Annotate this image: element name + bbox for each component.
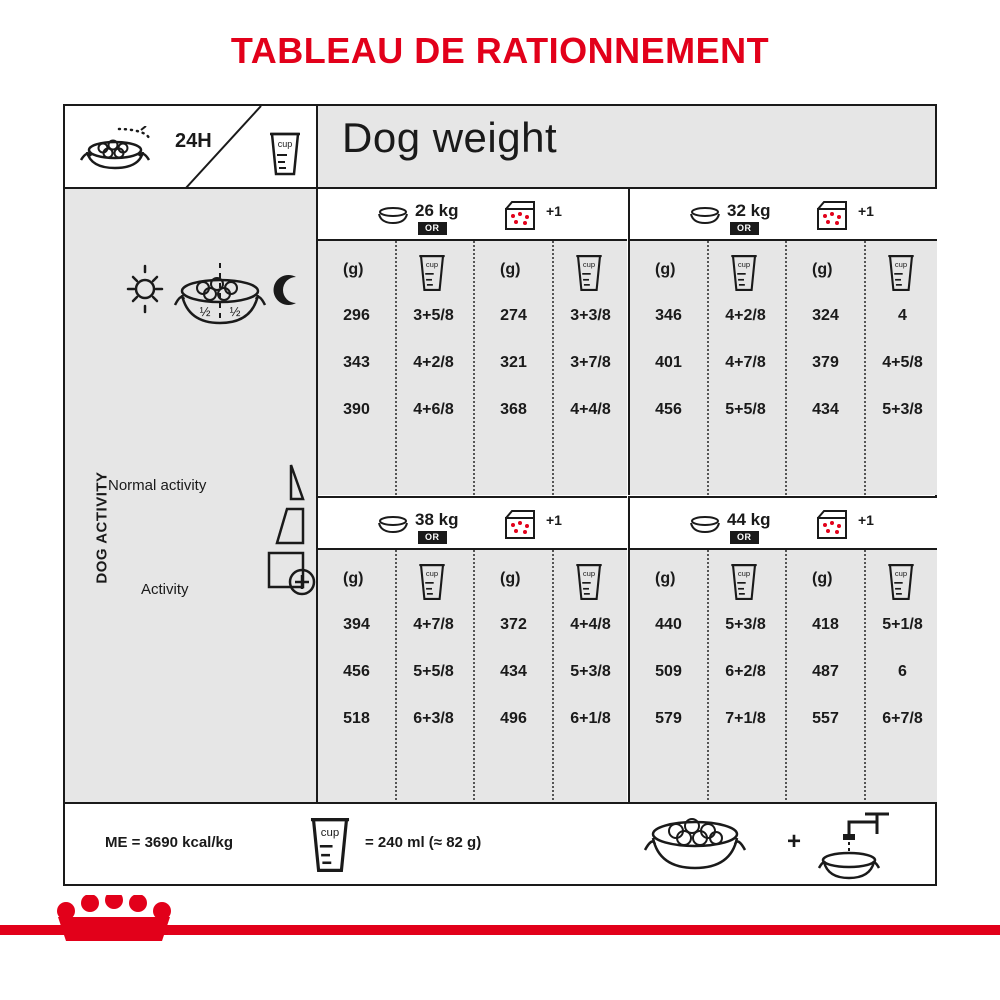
grams-header: (g): [343, 261, 364, 278]
water-tap-icon: [815, 810, 911, 880]
food-pack-icon: [500, 508, 540, 540]
sub-column-normal: [630, 241, 784, 495]
food-pack-icon: [812, 199, 852, 231]
duration-label: 24H: [175, 130, 212, 152]
plus-sign: +: [787, 828, 802, 855]
food-bowl-icon: [79, 126, 171, 174]
bowl-icon: [376, 205, 410, 225]
activity-label: Activity: [141, 581, 189, 598]
table-cell-grams: 274: [500, 307, 527, 324]
grams-header: (g): [500, 261, 521, 278]
table-cell-cups: 4+7/8: [413, 616, 454, 633]
plus-one-label: +1: [858, 203, 874, 219]
or-badge: OR: [418, 222, 447, 235]
table-cell-cups: 7+1/8: [725, 710, 766, 727]
table-cell-grams: 487: [812, 663, 839, 680]
measuring-cup-icon: [303, 812, 357, 878]
table-cell-cups: 3+3/8: [570, 307, 611, 324]
table-cell-cups: 4: [898, 307, 907, 324]
svg-text:cup: cup: [582, 569, 596, 579]
table-cell-grams: 296: [343, 307, 370, 324]
table-cell-cups: 6+7/8: [882, 710, 923, 727]
bowl-icon: [688, 514, 722, 534]
table-cell-grams: 434: [812, 401, 839, 418]
or-badge: OR: [418, 531, 447, 544]
royal-canin-crown-logo: [50, 895, 180, 955]
table-cell-grams: 401: [655, 354, 682, 371]
table-cell-grams: 496: [500, 710, 527, 727]
feeding-table: [63, 104, 937, 886]
weight-value: 44 kg: [727, 510, 771, 529]
plus-one-label: +1: [546, 203, 562, 219]
table-cell-cups: 4+4/8: [570, 401, 611, 418]
svg-text:cup: cup: [894, 260, 908, 270]
sub-column-activity: [473, 550, 627, 804]
column-title: Dog weight: [342, 114, 558, 161]
food-pack-icon: [812, 508, 852, 540]
table-cell-cups: 3+5/8: [413, 307, 454, 324]
grams-header: (g): [812, 261, 833, 278]
or-badge: OR: [730, 222, 759, 235]
measuring-cup-icon: [572, 560, 606, 604]
table-cell-grams: 321: [500, 354, 527, 371]
svg-text:cup: cup: [737, 569, 751, 579]
page-title: TABLEAU DE RATIONNEMENT: [230, 30, 770, 71]
sub-column-normal: [630, 550, 784, 804]
svg-text:cup: cup: [894, 569, 908, 579]
weight-band: [318, 498, 627, 550]
food-bowl-icon: [620, 812, 770, 878]
measuring-cup-icon: [265, 128, 305, 180]
measuring-cup-icon: [572, 251, 606, 295]
table-cell-cups: 6+1/8: [570, 710, 611, 727]
table-cell-cups: 6+3/8: [413, 710, 454, 727]
table-cell-cups: 4+2/8: [413, 354, 454, 371]
table-cell-grams: 434: [500, 663, 527, 680]
weight-value: 26 kg: [415, 201, 459, 220]
ration-grid: [316, 189, 935, 802]
svg-text:cup: cup: [425, 569, 439, 579]
table-cell-grams: 509: [655, 663, 682, 680]
ration-block-32kg: [628, 189, 937, 495]
svg-text:cup: cup: [320, 827, 340, 840]
sub-columns: [318, 550, 627, 804]
sub-column-activity: [785, 241, 939, 495]
table-cell-cups: 5+5/8: [725, 401, 766, 418]
svg-text:cup: cup: [737, 260, 751, 270]
table-cell-grams: 456: [655, 401, 682, 418]
table-cell-cups: 5+3/8: [570, 663, 611, 680]
table-cell-grams: 324: [812, 307, 839, 324]
plus-circle-icon: [287, 567, 317, 597]
weight-value: 32 kg: [727, 201, 771, 220]
table-cell-grams: 346: [655, 307, 682, 324]
table-cell-cups: 6+2/8: [725, 663, 766, 680]
svg-text:cup: cup: [425, 260, 439, 270]
cup-equivalence-label: = 240 ml (≈ 82 g): [365, 834, 482, 851]
measuring-cup-icon: [884, 560, 918, 604]
weight-band: [630, 498, 937, 550]
ration-block-38kg: [318, 496, 627, 802]
or-badge: OR: [730, 531, 759, 544]
grams-header: (g): [500, 570, 521, 587]
svg-text:cup: cup: [582, 260, 596, 270]
sub-column-activity: [473, 241, 627, 495]
normal-activity-label: Normal activity: [108, 477, 207, 494]
table-cell-grams: 456: [343, 663, 370, 680]
weight-band: [630, 189, 937, 241]
food-pack-icon: [500, 199, 540, 231]
weight-band: [318, 189, 627, 241]
weight-value: 38 kg: [415, 510, 459, 529]
sub-column-normal: [318, 550, 472, 804]
measuring-cup-icon: [415, 251, 449, 295]
table-cell-grams: 343: [343, 354, 370, 371]
table-cell-cups: 5+5/8: [413, 663, 454, 680]
measuring-cup-icon: [884, 251, 918, 295]
sub-columns: [630, 550, 937, 804]
svg-text:cup: cup: [277, 139, 293, 149]
metabolizable-energy-label: ME = 3690 kcal/kg: [105, 834, 233, 851]
grams-header: (g): [655, 570, 676, 587]
measuring-cup-icon: [727, 560, 761, 604]
ration-block-26kg: [318, 189, 627, 495]
plus-one-label: +1: [546, 512, 562, 528]
day-night-bowl-icon: [125, 249, 315, 359]
table-cell-grams: 440: [655, 616, 682, 633]
table-cell-grams: 418: [812, 616, 839, 633]
sub-columns: [318, 241, 627, 495]
sub-columns: [630, 241, 937, 495]
table-cell-grams: 390: [343, 401, 370, 418]
table-cell-grams: 379: [812, 354, 839, 371]
sub-column-activity: [785, 550, 939, 804]
grams-header: (g): [812, 570, 833, 587]
table-cell-grams: 368: [500, 401, 527, 418]
svg-text:½: ½: [199, 304, 211, 319]
table-cell-grams: 394: [343, 616, 370, 633]
footer-strip: [65, 802, 935, 884]
table-cell-cups: 4+7/8: [725, 354, 766, 371]
bowl-icon: [688, 205, 722, 225]
table-cell-cups: 4+5/8: [882, 354, 923, 371]
table-cell-cups: 4+6/8: [413, 401, 454, 418]
table-cell-cups: 6: [898, 663, 907, 680]
grams-header: (g): [343, 570, 364, 587]
measuring-cup-icon: [727, 251, 761, 295]
table-cell-cups: 4+2/8: [725, 307, 766, 324]
plus-one-label: +1: [858, 512, 874, 528]
table-cell-cups: 5+1/8: [882, 616, 923, 633]
table-cell-cups: 3+7/8: [570, 354, 611, 371]
table-cell-grams: 557: [812, 710, 839, 727]
dog-activity-sidebar: [65, 189, 316, 802]
table-cell-cups: 4+4/8: [570, 616, 611, 633]
grams-header: (g): [655, 261, 676, 278]
table-cell-cups: 5+3/8: [725, 616, 766, 633]
measuring-cup-icon: [415, 560, 449, 604]
table-cell-grams: 579: [655, 710, 682, 727]
svg-text:½: ½: [229, 304, 241, 319]
table-cell-cups: 5+3/8: [882, 401, 923, 418]
dog-activity-label: DOG ACTIVITY: [93, 471, 111, 584]
table-cell-grams: 372: [500, 616, 527, 633]
table-header-right: [316, 106, 935, 189]
bowl-icon: [376, 514, 410, 534]
sub-column-normal: [318, 241, 472, 495]
table-header-left: [65, 106, 316, 189]
ration-block-44kg: [628, 496, 937, 802]
table-cell-grams: 518: [343, 710, 370, 727]
